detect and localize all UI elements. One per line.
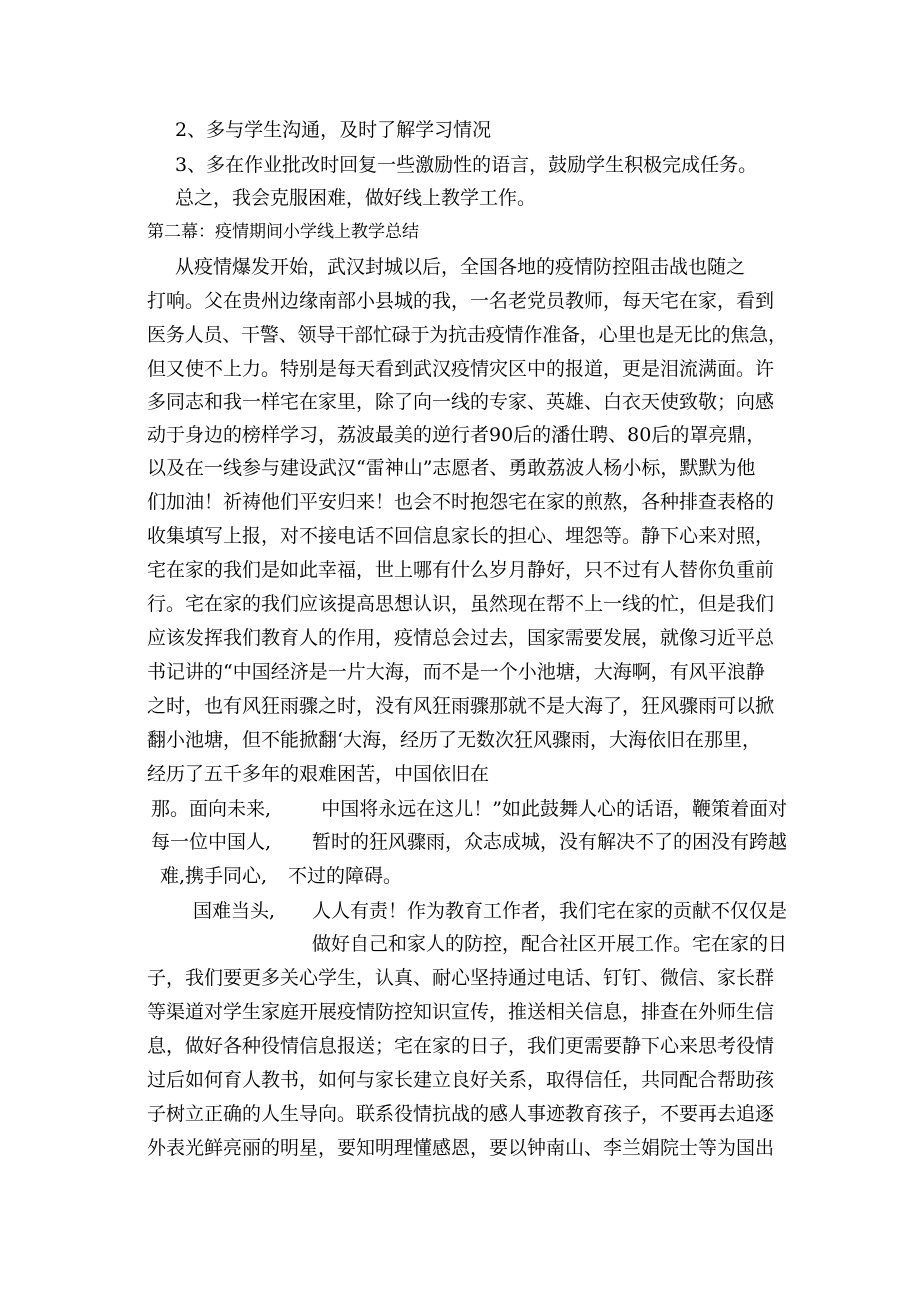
body-line: 翻小池塘，但不能掀翻‘大海，经历了无数次狂风骤雨，大海依旧在那里， — [147, 729, 762, 751]
body-line: 医务人员、干警、领导干部忙碌于为抗击疫情作准备，心里也是无比的焦急， — [147, 324, 787, 346]
right-column-line: 不过的障碍。 — [288, 865, 403, 887]
body-line: 从疫情爆发开始，武汉封城以后，全国各地的疫情防控阻击战也随之 — [175, 256, 746, 278]
list-item-2: 2、多与学生沟通，及时了解学习情况 — [175, 119, 492, 141]
left-column-line: 每一位中国人, — [151, 831, 272, 853]
right-column-line: 做好自己和家人的防控，配合社区开展工作。宅在家的日 — [311, 933, 787, 955]
body-line: 子树立正确的人生导向。联系役情抗战的感人事迹教育孩子，不要再去追逐 — [147, 1103, 775, 1125]
body-line: 们加油！祈祷他们平安归来！也会不时抱怨宅在家的煎熬，各种排查表格的 — [147, 491, 775, 513]
body-line: 收集填写上报，对不接电话不回信息家长的担心、埋怨等。静下心来对照， — [147, 525, 775, 547]
conclusion-text: 总之，我会克服困难，做好线上教学工作。 — [175, 187, 537, 209]
body-line: 应该发挥我们教育人的作用，疫情总会过去，国家需要发展，就像习近平总 — [147, 627, 775, 649]
list-item-3: 3、多在作业批改时回复一些激励性的语言，鼓励学生积极完成任务。 — [175, 154, 758, 176]
body-line: 息，做好各种役情信息报送；宅在家的日子，我们更需要静下心来思考役情 — [147, 1035, 775, 1057]
body-line: 外表光鲜亮丽的明星，要知明理懂感恩，要以钟南山、李兰娟院士等为国出 — [147, 1137, 775, 1159]
left-column-line: 难,携手同心, — [160, 865, 268, 887]
right-column-line: 暂时的狂风骤雨，众志成城，没有解决不了的困没有跨越 — [311, 831, 787, 853]
body-line: 行。宅在家的我们应该提高思想认识，虽然现在帮不上一线的忙，但是我们 — [147, 593, 775, 615]
body-line: 但又使不上力。特别是每天看到武汉疫情灾区中的报道，更是泪流满面。许 — [147, 358, 775, 380]
body-line: 多同志和我一样宅在家里，除了向一线的专家、英雄、白衣天使致敬；向感 — [147, 391, 775, 413]
body-line: 打响。父在贵州边缘南部小县城的我，一名老党员教师，每天宅在家，看到 — [147, 290, 775, 312]
left-column-line: 那。面向未来, — [151, 798, 272, 820]
body-line: 之时，也有风狂雨骤之时，没有风狂雨骤那就不是大海了，狂风骤雨可以掀 — [147, 695, 775, 717]
body-line: 以及在一线参与建设武汉“雷神山”志愿者、勇敢荔波人杨小标，默默为他 — [147, 457, 756, 479]
body-line: 书记讲的“中国经济是一片大海，而不是一个小池塘，大海啊，有风平浪静 — [147, 661, 765, 683]
body-line: 动于身边的榜样学习，荔波最美的逆行者90后的潘仕聘、80后的罩亮鼎， — [147, 424, 766, 446]
body-line: 等渠道对学生家庭开展疫情防控知识宣传，推送相关信息，排查在外师生信 — [147, 1001, 775, 1023]
body-line: 过后如何育人教书，如何与家长建立良好关系，取得信任，共同配合帮助孩 — [147, 1069, 775, 1091]
body-line: 经历了五千多年的艰难困苦，中国依旧在 — [147, 763, 490, 785]
body-line: 子，我们要更多关心学生，认真、耐心坚持通过电话、钉钉、微信、家长群 — [147, 967, 775, 989]
section-title: 第二幕：疫情期间小学线上教学总结 — [147, 222, 419, 242]
right-column-line: 中国将永远在这儿！”如此鼓舞人心的话语，鞭策着面对 — [321, 798, 787, 820]
right-column-line: 人人有责！作为教育工作者，我们宅在家的贡献不仅仅是 — [311, 900, 787, 922]
left-column-line: 国难当头, — [193, 900, 276, 922]
body-line: 宅在家的我们是如此幸福，世上哪有什么岁月静好，只不过有人替你负重前 — [147, 559, 775, 581]
